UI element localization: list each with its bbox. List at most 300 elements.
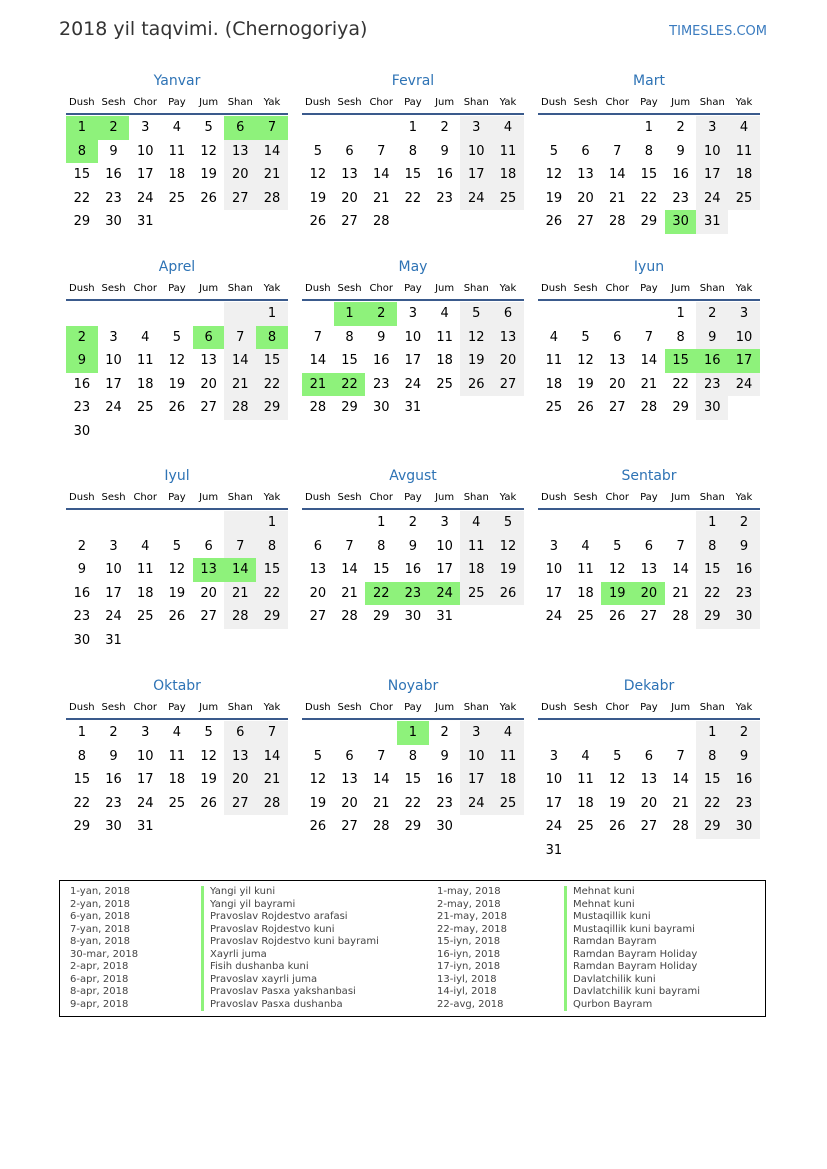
weekday-header <box>538 491 760 510</box>
day-cell: 18 <box>168 772 186 787</box>
day-cell: 12 <box>168 353 186 368</box>
day-cell: 9 <box>377 329 386 345</box>
holiday-date: 22-avg, 2018 <box>437 998 504 1010</box>
weekday-label: Dush <box>69 97 95 108</box>
weekday-label: Shan <box>463 283 489 294</box>
weekday-label: Shan <box>699 702 725 713</box>
day-cell: 1 <box>696 511 728 535</box>
empty-cell <box>334 721 366 745</box>
weekday-label: Dush <box>541 283 567 294</box>
empty-cell <box>665 511 697 535</box>
weekday-label: Pay <box>640 492 658 503</box>
empty-cell <box>633 721 665 745</box>
empty-cell <box>302 116 334 140</box>
day-cell: 16 <box>404 562 422 577</box>
holiday-day-cell: 8 <box>256 326 288 350</box>
day-cell: 9 <box>728 745 760 769</box>
day-cell: 11 <box>460 535 492 559</box>
day-cell: 29 <box>256 396 288 420</box>
weekday-label: Dush <box>69 283 95 294</box>
holiday-day-cell: 17 <box>728 349 760 373</box>
day-cell: 29 <box>73 214 91 229</box>
weekday-label: Dush <box>541 492 567 503</box>
day-cell: 31 <box>696 210 728 234</box>
day-cell: 1 <box>256 302 288 326</box>
weekday-label: Shan <box>227 702 253 713</box>
day-cell: 5 <box>549 143 558 159</box>
weekday-label: Shan <box>699 492 725 503</box>
day-cell: 30 <box>728 605 760 629</box>
day-cell: 14 <box>256 745 288 769</box>
weekday-label: Sesh <box>573 97 598 108</box>
holiday-day-cell: 22 <box>334 373 366 397</box>
day-grid <box>302 302 524 420</box>
weekday-header <box>302 491 524 510</box>
day-cell: 9 <box>77 562 86 577</box>
brand-link[interactable]: TIMESLES.COM <box>669 24 767 39</box>
holiday-date: 8-apr, 2018 <box>70 986 129 997</box>
day-cell: 25 <box>460 582 492 606</box>
day-cell: 23 <box>728 792 760 816</box>
day-cell: 4 <box>728 116 760 140</box>
weekday-label: Sesh <box>101 492 126 503</box>
weekday-label: Shan <box>699 283 725 294</box>
day-cell: 3 <box>440 515 449 530</box>
day-grid <box>538 511 760 629</box>
day-cell: 4 <box>440 306 449 321</box>
day-cell: 19 <box>492 558 524 582</box>
day-cell: 25 <box>492 792 524 816</box>
day-cell: 17 <box>460 163 492 187</box>
day-cell: 2 <box>728 511 760 535</box>
weekday-label: Shan <box>699 97 725 108</box>
holiday-day-cell: 2 <box>98 116 130 140</box>
empty-cell <box>633 511 665 535</box>
day-cell: 4 <box>141 538 150 554</box>
empty-cell <box>570 116 602 140</box>
day-cell: 17 <box>545 585 563 601</box>
day-cell: 27 <box>640 609 658 624</box>
day-cell: 9 <box>109 748 118 764</box>
weekday-label: Sesh <box>101 702 126 713</box>
day-cell: 7 <box>676 538 685 554</box>
weekday-label: Dush <box>305 492 331 503</box>
weekday-label: Chor <box>605 283 629 294</box>
day-cell: 31 <box>136 214 154 229</box>
month-noyabr <box>302 677 524 839</box>
day-cell: 10 <box>136 748 154 764</box>
day-cell: 15 <box>256 349 288 373</box>
holiday-day-cell: 1 <box>334 302 366 326</box>
weekday-header <box>538 282 760 301</box>
weekday-label: Jum <box>435 283 455 294</box>
holiday-date: 21-may, 2018 <box>437 911 507 922</box>
day-cell: 28 <box>372 214 390 229</box>
month-name: Oktabr <box>153 678 201 694</box>
holiday-name: Ramdan Bayram Holiday <box>564 949 700 962</box>
holiday-name: Mehnat kuni <box>564 886 700 899</box>
day-cell: 18 <box>436 353 453 368</box>
holiday-day-cell: 2 <box>365 302 397 326</box>
day-cell: 27 <box>200 609 217 624</box>
day-cell: 17 <box>404 353 422 368</box>
holiday-day-cell: 19 <box>601 582 633 606</box>
day-cell: 13 <box>640 772 658 787</box>
day-cell: 18 <box>728 163 760 187</box>
page-title: 2018 yil taqvimi. (Chernogoriya) <box>59 18 368 40</box>
day-cell: 3 <box>460 116 492 140</box>
holiday-name: Pravoslav Pasxa dushanba <box>201 999 379 1012</box>
day-cell: 4 <box>581 538 590 554</box>
weekday-label: Yak <box>263 97 281 108</box>
weekday-label: Dush <box>69 702 95 713</box>
holiday-date: 1-may, 2018 <box>437 886 501 897</box>
day-cell: 19 <box>200 772 217 787</box>
day-cell: 9 <box>440 748 449 764</box>
weekday-label: Chor <box>369 492 393 503</box>
weekday-label: Jum <box>671 492 691 503</box>
day-cell: 10 <box>105 562 122 577</box>
day-cell: 11 <box>492 140 524 164</box>
day-cell: 27 <box>608 400 626 415</box>
day-cell: 2 <box>728 721 760 745</box>
weekday-label: Jum <box>435 492 455 503</box>
day-cell: 5 <box>204 120 213 135</box>
holiday-date: 15-iyn, 2018 <box>437 936 501 947</box>
day-cell: 12 <box>608 772 626 787</box>
empty-cell <box>570 721 602 745</box>
day-cell: 15 <box>256 558 288 582</box>
day-cell: 26 <box>460 373 492 397</box>
day-cell: 23 <box>672 190 689 206</box>
day-cell: 12 <box>460 326 492 350</box>
weekday-label: Sesh <box>101 283 126 294</box>
day-cell: 12 <box>168 562 186 577</box>
day-cell: 29 <box>696 605 728 629</box>
weekday-label: Yak <box>499 97 517 108</box>
day-cell: 10 <box>404 329 422 345</box>
day-cell: 4 <box>581 748 590 764</box>
holiday-name: Xayrli juma <box>201 949 379 962</box>
day-cell: 2 <box>440 725 449 740</box>
empty-cell <box>570 511 602 535</box>
day-cell: 21 <box>372 190 390 206</box>
day-cell: 24 <box>728 373 760 397</box>
holiday-name: Pravoslav Rojdestvo arafasi <box>201 911 379 924</box>
day-cell: 26 <box>200 190 217 206</box>
day-cell: 18 <box>545 376 563 392</box>
day-cell: 7 <box>224 535 256 559</box>
day-cell: 3 <box>141 120 150 135</box>
holiday-day-cell: 16 <box>696 349 728 373</box>
month-may <box>302 258 524 420</box>
day-cell: 10 <box>545 562 563 577</box>
holiday-date: 1-yan, 2018 <box>70 886 130 897</box>
day-cell: 18 <box>577 585 594 601</box>
weekday-label: Pay <box>404 283 422 294</box>
day-cell: 12 <box>309 167 327 182</box>
day-cell: 16 <box>372 353 390 368</box>
day-cell: 9 <box>728 535 760 559</box>
day-cell: 15 <box>640 167 658 182</box>
day-cell: 18 <box>136 585 154 601</box>
day-cell: 24 <box>136 190 154 206</box>
day-cell: 23 <box>696 373 728 397</box>
holiday-day-cell: 9 <box>66 349 98 373</box>
holiday-date: 9-apr, 2018 <box>70 998 129 1010</box>
day-cell: 3 <box>549 538 558 554</box>
day-cell: 9 <box>440 143 449 159</box>
day-cell: 4 <box>460 511 492 535</box>
day-cell: 1 <box>408 120 418 135</box>
day-cell: 7 <box>377 748 386 764</box>
day-cell: 19 <box>545 190 563 206</box>
day-cell: 18 <box>168 167 186 182</box>
holiday-day-cell: 21 <box>302 373 334 397</box>
day-cell: 13 <box>341 772 358 787</box>
empty-cell <box>66 511 98 535</box>
day-cell: 2 <box>109 725 118 740</box>
day-cell: 28 <box>224 396 256 420</box>
day-cell: 27 <box>341 214 358 229</box>
day-cell: 26 <box>168 400 186 415</box>
month-name: Avgust <box>389 468 437 484</box>
day-cell: 12 <box>608 562 626 577</box>
day-cell: 25 <box>168 190 186 206</box>
day-cell: 2 <box>408 515 418 530</box>
day-cell: 10 <box>136 143 154 159</box>
day-cell: 19 <box>577 376 594 392</box>
day-cell: 23 <box>436 190 453 206</box>
holiday-day-cell: 2 <box>66 326 98 350</box>
weekday-label: Chor <box>369 97 393 108</box>
holiday-names-left <box>201 886 379 1011</box>
holiday-name: Pravoslav Rojdestvo kuni <box>201 924 379 937</box>
month-iyul <box>66 467 288 652</box>
month-name: May <box>398 259 428 275</box>
weekday-label: Pay <box>640 283 658 294</box>
day-cell: 21 <box>224 373 256 397</box>
holiday-dates-left <box>70 886 138 1011</box>
holiday-name: Pravoslav Pasxa yakshanbasi <box>201 986 379 999</box>
day-cell: 17 <box>105 585 122 601</box>
holiday-day-cell: 15 <box>665 349 697 373</box>
weekday-label: Shan <box>227 283 253 294</box>
day-cell: 23 <box>73 400 91 415</box>
day-cell: 5 <box>460 302 492 326</box>
day-cell: 22 <box>696 792 728 816</box>
day-cell: 1 <box>696 721 728 745</box>
weekday-label: Chor <box>133 702 157 713</box>
day-cell: 19 <box>200 167 217 182</box>
weekday-label: Jum <box>671 702 691 713</box>
day-cell: 22 <box>256 582 288 606</box>
holiday-name: Yangi yil bayrami <box>201 899 379 912</box>
day-cell: 29 <box>640 214 658 229</box>
weekday-label: Jum <box>435 97 455 108</box>
month-sentabr <box>538 467 760 629</box>
month-name: Fevral <box>391 73 435 89</box>
holiday-name: Mustaqillik kuni bayrami <box>564 924 700 937</box>
holiday-name: Pravoslav xayrli juma <box>201 974 379 987</box>
day-cell: 3 <box>109 538 118 554</box>
day-cell: 14 <box>224 349 256 373</box>
day-cell: 21 <box>672 585 689 601</box>
day-cell: 21 <box>341 585 358 601</box>
weekday-label: Pay <box>640 97 658 108</box>
day-cell: 6 <box>204 538 213 554</box>
empty-cell <box>224 302 256 326</box>
day-cell: 22 <box>404 795 422 811</box>
day-cell: 24 <box>545 609 563 624</box>
holiday-day-cell: 14 <box>224 558 256 582</box>
holiday-date: 17-iyn, 2018 <box>437 961 501 972</box>
day-cell: 8 <box>644 143 654 159</box>
day-cell: 30 <box>73 632 91 648</box>
weekday-label: Pay <box>404 702 422 713</box>
day-cell: 23 <box>73 609 91 624</box>
weekday-label: Jum <box>671 97 691 108</box>
day-cell: 18 <box>577 795 594 811</box>
empty-cell <box>334 116 366 140</box>
day-cell: 13 <box>309 562 327 577</box>
day-cell: 9 <box>676 143 685 159</box>
day-cell: 8 <box>696 535 728 559</box>
weekday-header <box>66 701 288 720</box>
day-cell: 6 <box>345 143 354 159</box>
day-cell: 12 <box>200 143 217 159</box>
empty-cell <box>665 721 697 745</box>
day-cell: 25 <box>577 819 594 834</box>
day-cell: 27 <box>309 609 327 624</box>
day-cell: 20 <box>224 163 256 187</box>
day-cell: 22 <box>696 582 728 606</box>
day-grid <box>538 116 760 234</box>
day-cell: 7 <box>613 143 622 159</box>
day-cell: 28 <box>224 605 256 629</box>
holiday-date: 22-may, 2018 <box>437 923 507 935</box>
holiday-date: 2-apr, 2018 <box>70 961 129 972</box>
month-oktabr <box>66 677 288 839</box>
holiday-name: Davlatchilik kuni <box>564 974 700 987</box>
day-cell: 3 <box>141 725 150 740</box>
holiday-name: Davlatchilik kuni bayrami <box>564 986 700 999</box>
day-cell: 4 <box>172 725 182 740</box>
month-name: Dekabr <box>623 678 675 694</box>
day-grid <box>302 116 524 234</box>
day-cell: 17 <box>436 562 453 577</box>
day-cell: 20 <box>224 768 256 792</box>
day-cell: 30 <box>372 400 390 415</box>
day-cell: 7 <box>224 326 256 350</box>
weekday-label: Dush <box>541 97 567 108</box>
day-cell: 23 <box>105 795 122 811</box>
day-cell: 25 <box>136 609 154 624</box>
day-cell: 6 <box>644 748 654 764</box>
weekday-label: Dush <box>69 492 95 503</box>
month-iyun <box>538 258 760 420</box>
month-avgust <box>302 467 524 629</box>
weekday-label: Pay <box>168 283 186 294</box>
day-cell: 11 <box>577 562 594 577</box>
day-cell: 30 <box>105 214 122 229</box>
day-cell: 11 <box>168 748 186 764</box>
weekday-header <box>302 96 524 115</box>
empty-cell <box>601 721 633 745</box>
day-cell: 2 <box>77 538 86 554</box>
day-cell: 16 <box>105 772 122 787</box>
holiday-date: 2-may, 2018 <box>437 898 501 910</box>
day-cell: 29 <box>404 819 422 834</box>
weekday-header <box>66 282 288 301</box>
empty-cell <box>193 511 225 535</box>
day-cell: 5 <box>581 329 590 345</box>
weekday-label: Chor <box>605 97 629 108</box>
day-cell: 11 <box>136 353 154 368</box>
holiday-day-cell: 6 <box>224 116 256 140</box>
weekday-label: Chor <box>133 492 157 503</box>
day-cell: 11 <box>728 140 760 164</box>
day-cell: 17 <box>545 795 563 811</box>
weekday-label: Yak <box>735 702 753 713</box>
day-cell: 28 <box>256 792 288 816</box>
holiday-day-cell: 23 <box>397 582 429 606</box>
day-cell: 6 <box>644 538 654 554</box>
weekday-header <box>538 701 760 720</box>
day-cell: 12 <box>200 748 217 764</box>
day-cell: 23 <box>372 376 390 392</box>
holiday-name: Yangi yil kuni <box>201 886 379 899</box>
day-cell: 26 <box>545 214 563 229</box>
day-cell: 22 <box>640 190 658 206</box>
empty-cell <box>334 511 366 535</box>
day-cell: 27 <box>224 187 256 211</box>
day-cell: 10 <box>728 326 760 350</box>
day-cell: 22 <box>73 190 91 206</box>
day-cell: 26 <box>309 214 327 229</box>
day-cell: 25 <box>168 795 186 811</box>
day-cell: 5 <box>313 143 322 159</box>
day-cell: 3 <box>109 329 118 345</box>
weekday-label: Yak <box>263 283 281 294</box>
weekday-label: Yak <box>735 492 753 503</box>
day-cell: 25 <box>728 187 760 211</box>
empty-cell <box>193 302 225 326</box>
day-cell: 14 <box>309 353 327 368</box>
day-cell: 7 <box>644 329 654 345</box>
day-cell: 31 <box>436 609 453 624</box>
holiday-date: 8-yan, 2018 <box>70 936 130 947</box>
day-cell: 7 <box>345 538 354 554</box>
day-cell: 19 <box>309 190 327 206</box>
day-cell: 8 <box>408 748 418 764</box>
day-cell: 22 <box>256 373 288 397</box>
day-cell: 14 <box>372 167 390 182</box>
holiday-date: 14-iyl, 2018 <box>437 986 497 997</box>
month-name: Aprel <box>158 259 196 275</box>
day-cell: 17 <box>460 768 492 792</box>
day-cell: 24 <box>105 609 122 624</box>
day-cell: 31 <box>136 819 154 834</box>
day-cell: 15 <box>341 353 358 368</box>
day-cell: 27 <box>200 400 217 415</box>
day-cell: 28 <box>372 819 390 834</box>
day-cell: 19 <box>168 376 186 392</box>
weekday-header <box>302 701 524 720</box>
day-cell: 6 <box>613 329 622 345</box>
day-cell: 15 <box>696 558 728 582</box>
weekday-label: Chor <box>605 492 629 503</box>
